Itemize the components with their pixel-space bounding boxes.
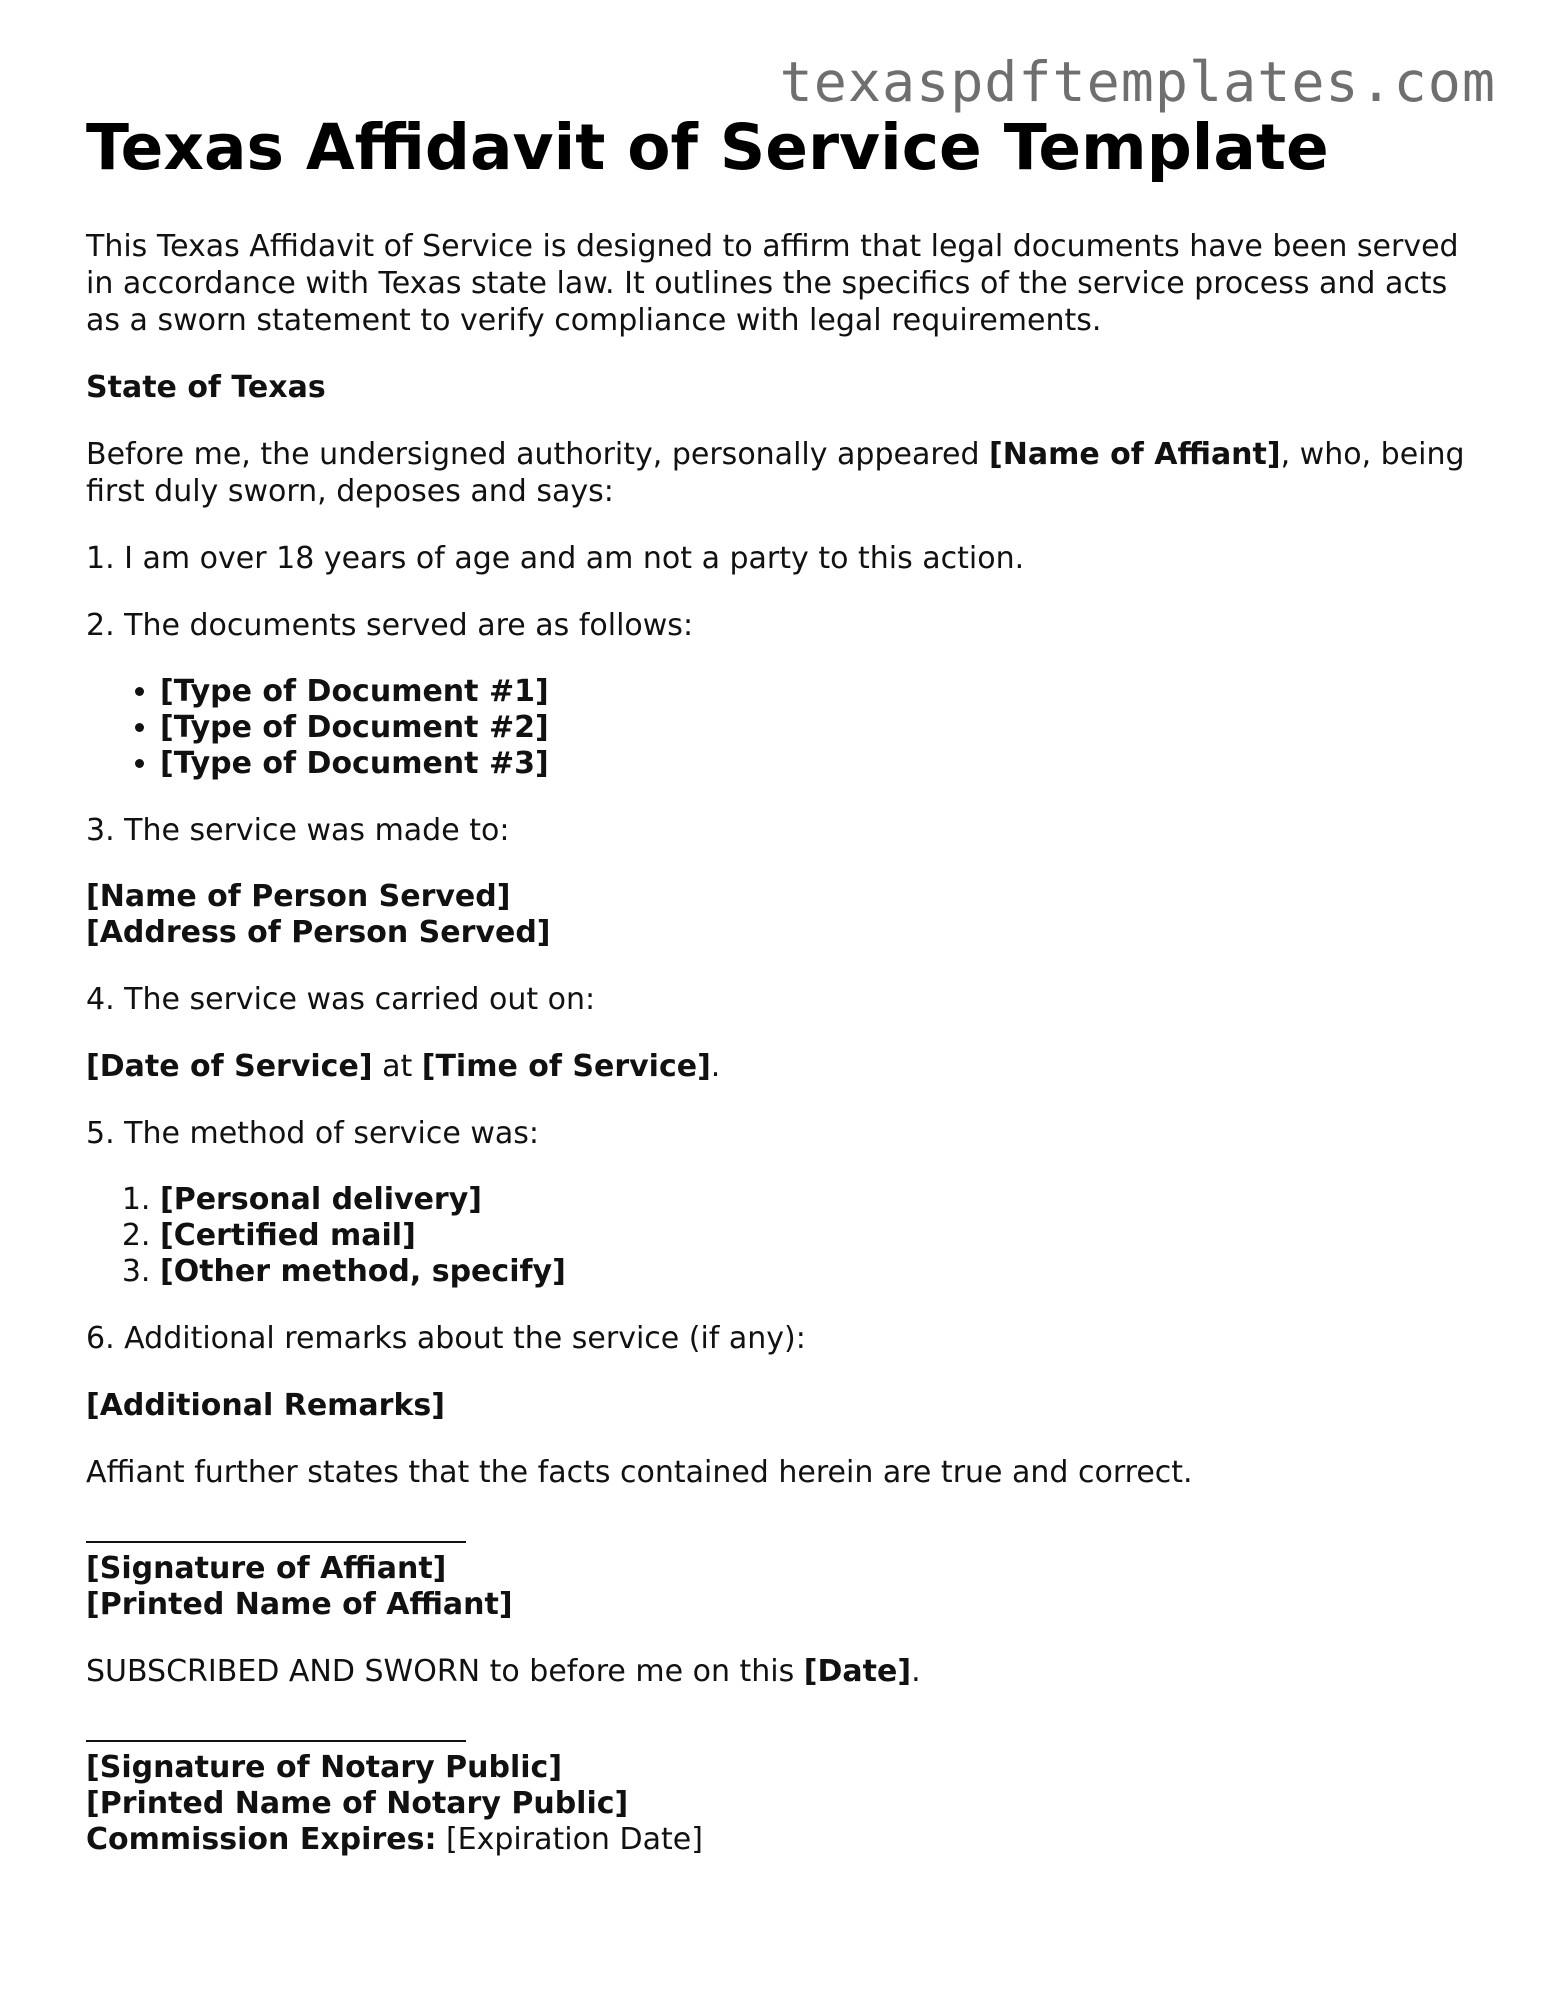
commission-value: [Expiration Date] (436, 1822, 703, 1857)
list-item: 2. [Certified mail] (160, 1218, 1486, 1254)
person-served-address: [Address of Person Served] (86, 915, 551, 950)
service-datetime-end: . (710, 1049, 721, 1084)
list-item: • [Type of Document #3] (160, 746, 1486, 782)
state-heading (86, 369, 1486, 406)
service-date-placeholder: [Date of Service] (86, 1049, 373, 1084)
page-title: Texas Affidavit of Service Template (86, 111, 1329, 184)
remarks-placeholder: [Additional Remarks] (86, 1388, 445, 1423)
item-6: 6. Additional remarks about the service (if any): (86, 1321, 806, 1356)
intro-paragraph: This Texas Affidavit of Service is designed to affirm that legal documents have been served in accordance with Texas state law. It outlines the specifics of the service process and acts as a sworn statement to verify compliance with legal requirements. (86, 229, 1459, 338)
list-item: • [Type of Document #2] (160, 710, 1486, 746)
appearance-paragraph (86, 436, 1486, 510)
affiant-printed-name-label: [Printed Name of Affiant] (86, 1587, 513, 1622)
commission-expires (86, 1822, 1486, 1858)
methods-list (86, 1182, 1486, 1290)
sworn-end: . (911, 1654, 921, 1689)
sworn-date-placeholder: [Date] (803, 1654, 912, 1689)
service-datetime (86, 1048, 1486, 1085)
notary-printed-name-label: [Printed Name of Notary Public] (86, 1786, 629, 1821)
watermark: texaspdftemplates.com (779, 50, 1496, 114)
list-item: 3. [Other method, specify] (160, 1254, 1486, 1290)
commission-label: Commission Expires: (86, 1822, 437, 1857)
sworn-statement (86, 1653, 1486, 1690)
service-time-placeholder: [Time of Service] (421, 1049, 711, 1084)
item-5: 5. The method of service was: (86, 1116, 539, 1151)
state-heading-text: State of Texas (86, 370, 326, 405)
notary-signature-label: [Signature of Notary Public] (86, 1750, 563, 1785)
person-served-name: [Name of Person Served] (86, 879, 511, 914)
sworn-prefix: SUBSCRIBED AND SWORN to before me on this (86, 1654, 804, 1689)
person-served-block (86, 879, 1486, 951)
appearance-suffix: , who, being first duly sworn, deposes and says: (86, 437, 1465, 509)
service-datetime-connector: at (372, 1049, 422, 1084)
list-item: 1. [Personal delivery] (160, 1182, 1486, 1218)
further-states: Affiant further states that the facts contained herein are true and correct. (86, 1455, 1193, 1490)
affiant-signature-line[interactable] (86, 1541, 466, 1543)
appearance-prefix: Before me, the undersigned authority, personally appeared (86, 437, 990, 472)
document-body (86, 108, 1486, 1888)
documents-list (86, 674, 1486, 782)
affiant-signature-block (86, 1551, 1486, 1623)
item-1: 1. I am over 18 years of age and am not a party to this action. (86, 541, 1025, 576)
affiant-signature-label: [Signature of Affiant] (86, 1551, 447, 1586)
item-2: 2. The documents served are as follows: (86, 608, 694, 643)
notary-signature-line[interactable] (86, 1740, 466, 1742)
list-item: • [Type of Document #1] (160, 674, 1486, 710)
notary-signature-block (86, 1750, 1486, 1858)
item-4: 4. The service was carried out on: (86, 982, 596, 1017)
remarks (86, 1387, 1486, 1424)
affiant-name-placeholder: [Name of Affiant] (989, 437, 1281, 472)
item-3: 3. The service was made to: (86, 813, 510, 848)
